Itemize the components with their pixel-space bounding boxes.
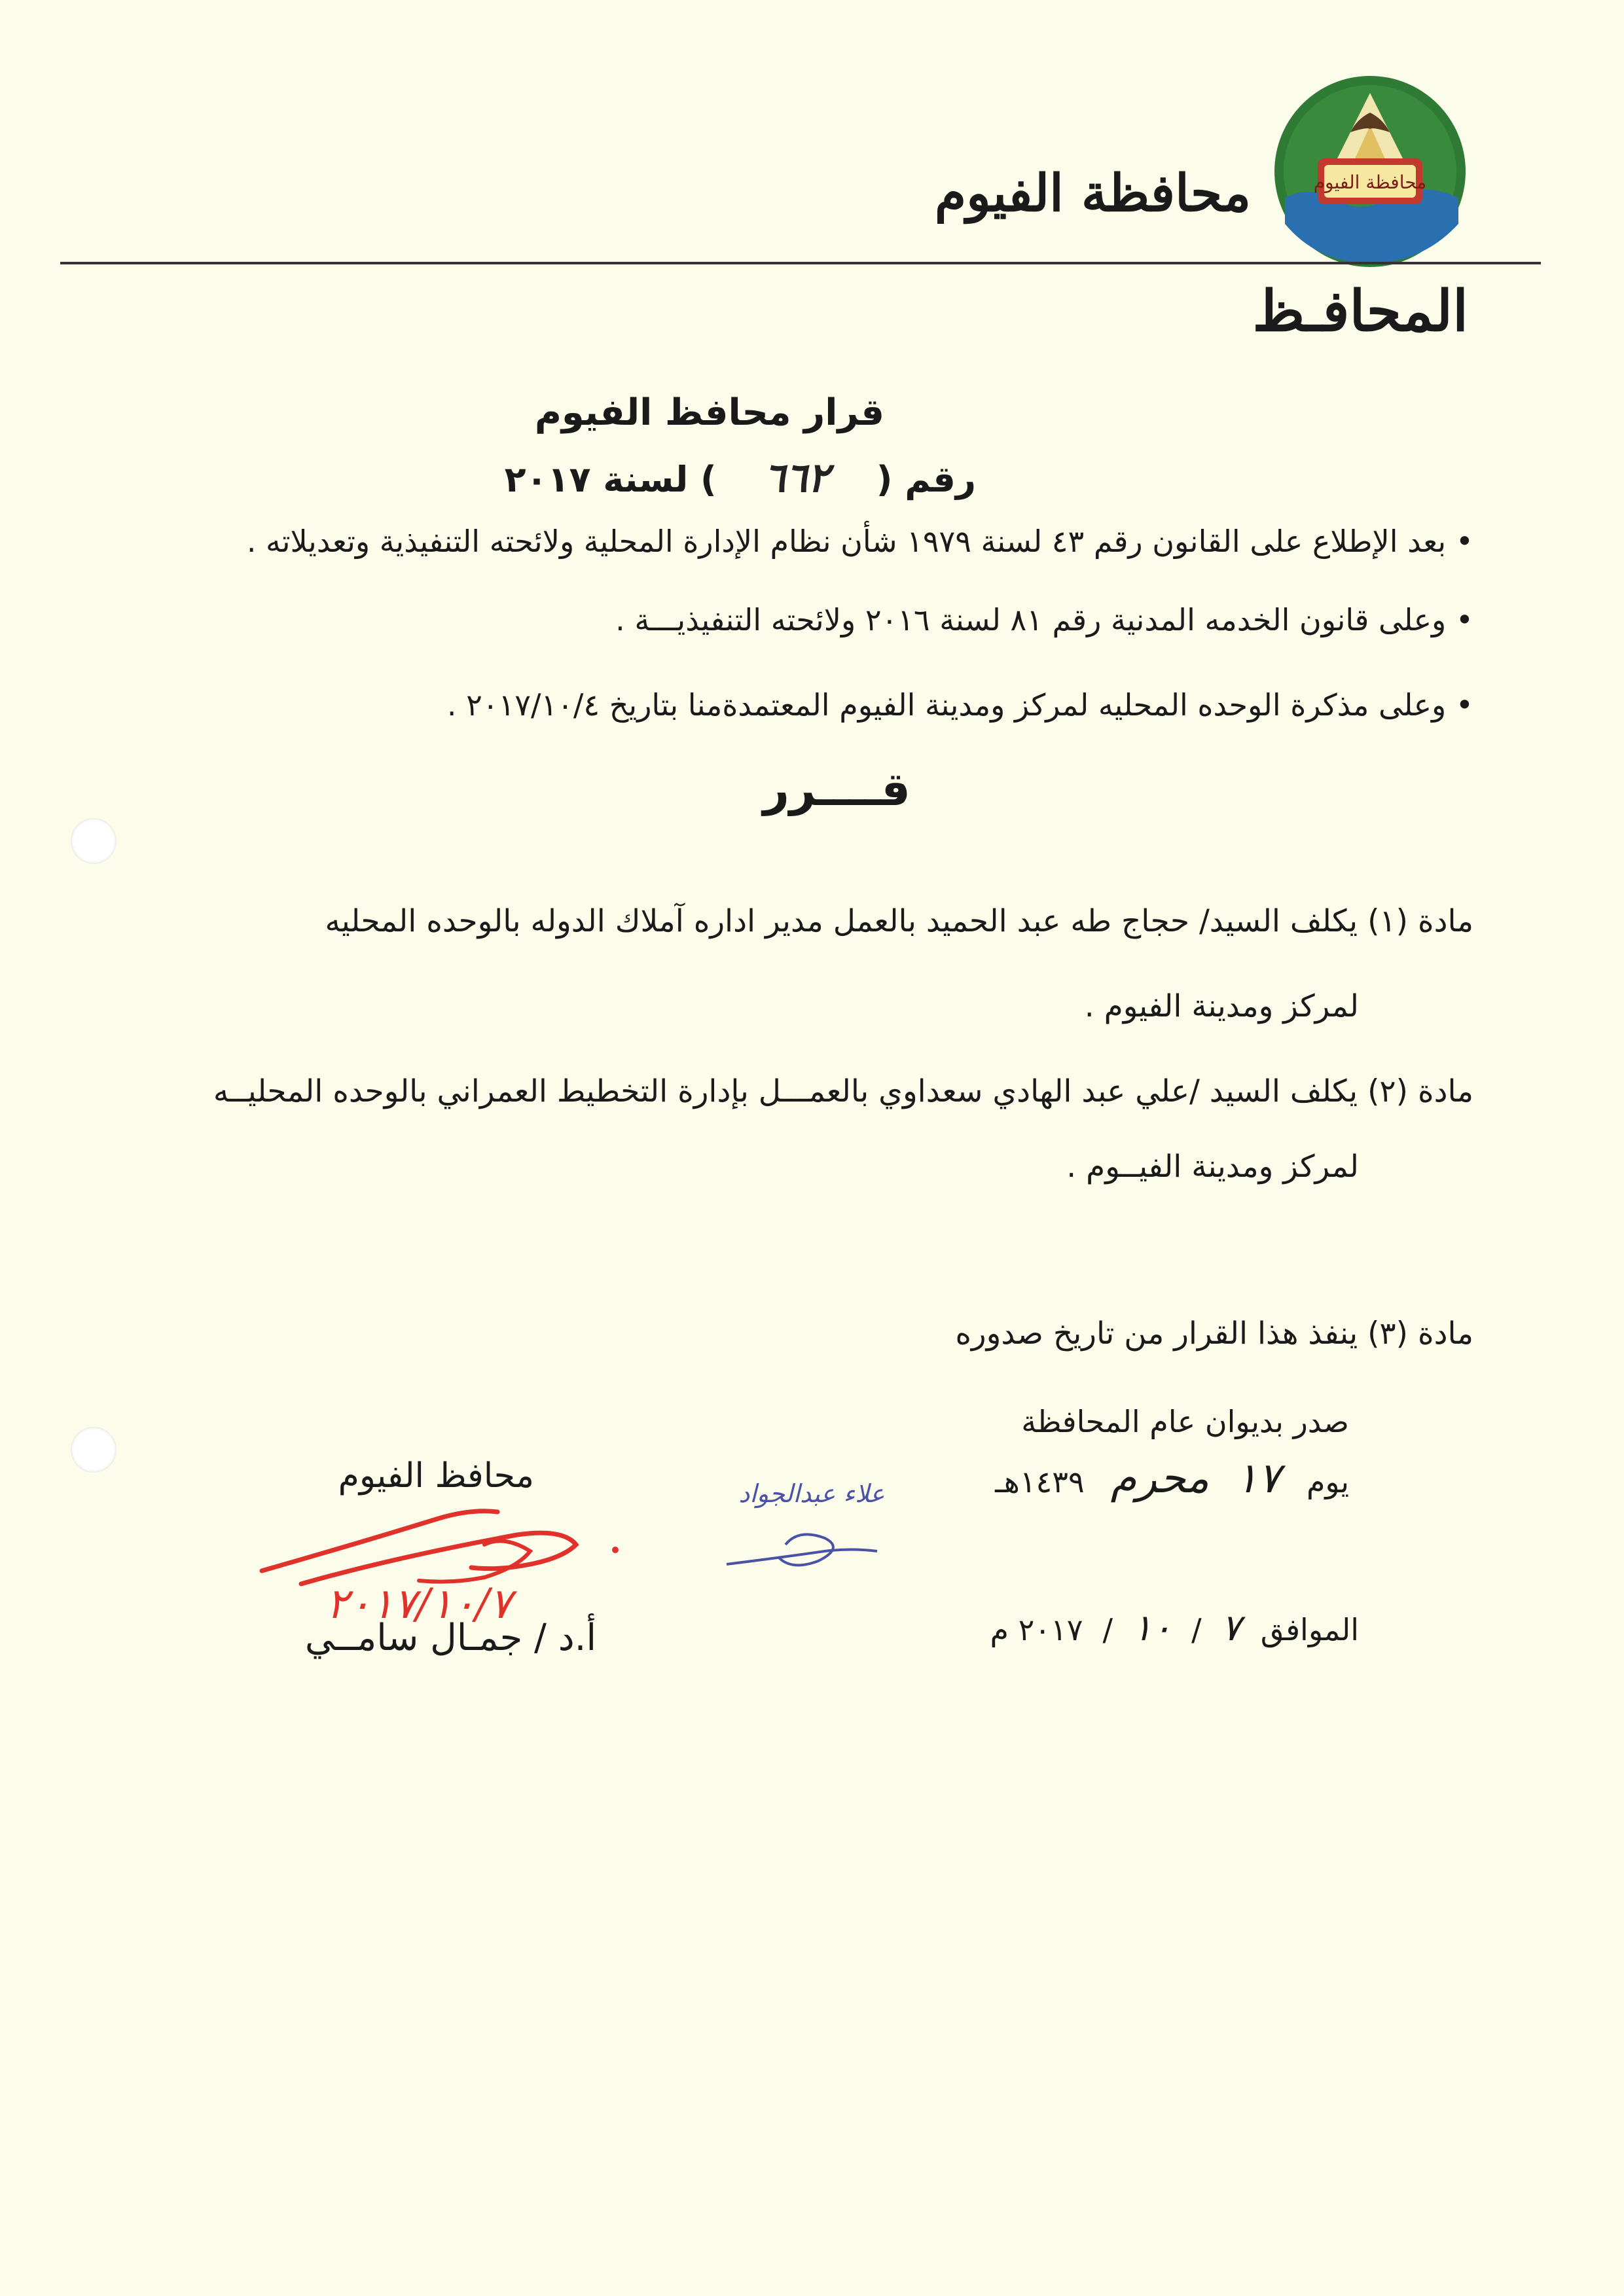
date-separator: / <box>1102 1612 1113 1647</box>
gregorian-label: الموافق <box>1260 1612 1359 1647</box>
decision-title: قرار محافظ الفيوم <box>534 391 884 434</box>
article-2-line-2: لمركز ومدينة الفيــوم . <box>1066 1149 1359 1185</box>
preamble-item: • بعد الإطلاع على القانون رقم ٤٣ لسنة ١٩٧٩ شأن نظام الإدارة المحلية ولائحته التنفيذية وتعديلاته . <box>246 524 1473 559</box>
decision-number-prefix: رقم ( <box>876 459 976 500</box>
preamble-item: • وعلى مذكرة الوحده المحليه لمركز ومدينة الفيوم المعتمدةمنا بتاريخ ٢٠١٧/١٠/٤ . <box>446 687 1473 723</box>
gregorian-month: ١٠ <box>1132 1607 1172 1649</box>
punch-hole <box>71 1427 117 1473</box>
decided-heading: قــــرر <box>763 762 911 816</box>
decision-number-value: ٦٦٢ <box>763 454 829 501</box>
svg-text:علاء عبدالجواد: علاء عبدالجواد <box>738 1479 885 1508</box>
hijri-date-line <box>995 1454 1349 1503</box>
decision-number-suffix: ) لسنة ٢٠١٧ <box>504 459 717 500</box>
issued-at: صدر بديوان عام المحافظة <box>1021 1404 1349 1439</box>
gregorian-day: ٧ <box>1221 1607 1241 1649</box>
article-1-line-1: مادة (١) يكلف السيد/ حجاج طه عبد الحميد بالعمل مدير اداره آملاك الدوله بالوحده المحليه <box>325 903 1473 939</box>
hijri-year: ١٤٣٩هـ <box>995 1464 1085 1499</box>
svg-text:٢٠١٧/١٠/٧: ٢٠١٧/١٠/٧ <box>326 1580 512 1623</box>
governorate-name: محافظة الفيوم <box>934 164 1251 223</box>
gregorian-date-line <box>990 1607 1359 1649</box>
article-2-line-1: مادة (٢) يكلف السيد /علي عبد الهادي سعداوي بالعمـــل بإدارة التخطيط العمراني بالوحده المحليــه <box>213 1073 1473 1109</box>
hijri-day: ١٧ <box>1235 1454 1280 1503</box>
hijri-month: محرم <box>1110 1454 1210 1503</box>
date-separator: / <box>1191 1612 1202 1647</box>
punch-hole <box>71 818 117 864</box>
office-title: المحافـظ <box>1252 278 1468 344</box>
decision-number-line <box>505 454 976 501</box>
header-divider <box>60 262 1541 264</box>
hijri-day-label: يوم <box>1306 1464 1349 1499</box>
gregorian-year: ٢٠١٧ م <box>990 1612 1083 1647</box>
governorate-logo-icon <box>1272 73 1468 270</box>
svg-text:محافظة الفيوم: محافظة الفيوم <box>1313 171 1427 193</box>
article-3: مادة (٣) ينفذ هذا القرار من تاريخ صدوره <box>955 1316 1473 1352</box>
preamble-item: • وعلى قانون الخدمه المدنية رقم ٨١ لسنة ٢٠١٦ ولائحته التنفيذيـــة . <box>615 602 1473 637</box>
governor-signature-icon <box>223 1473 628 1623</box>
governor-name: أ.د / جمـال سامــي <box>304 1617 596 1659</box>
signer-signature-icon <box>713 1466 910 1597</box>
article-1-line-2: لمركز ومدينة الفيوم . <box>1084 988 1359 1024</box>
governor-title: محافظ الفيوم <box>338 1456 534 1496</box>
